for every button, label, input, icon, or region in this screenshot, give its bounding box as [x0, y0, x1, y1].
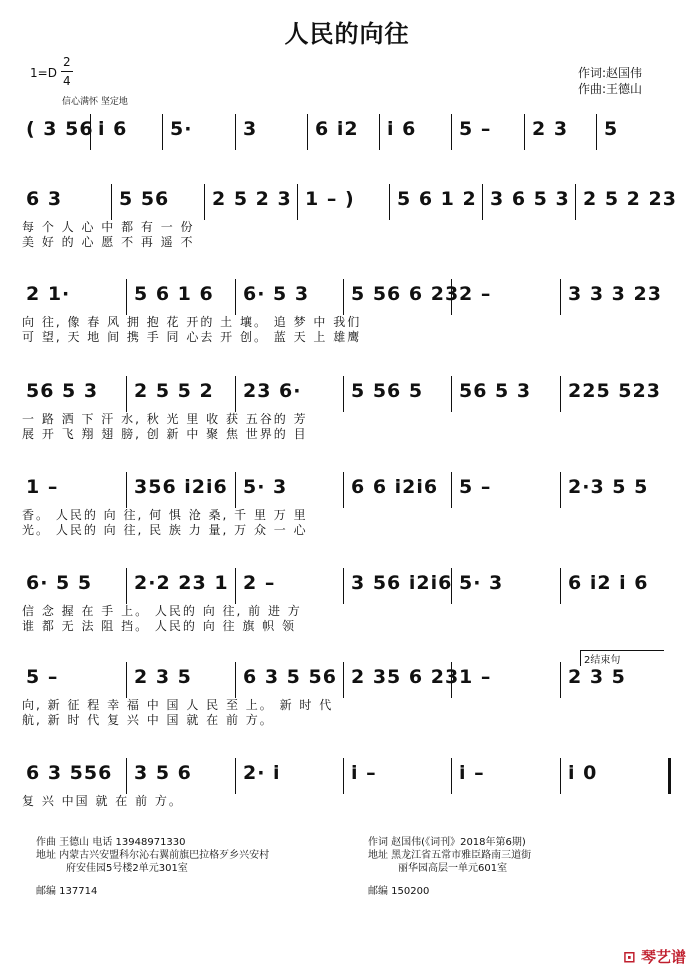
barline: [235, 376, 236, 412]
score-system-2: [18, 188, 678, 258]
measure-notes: 5 56 5: [351, 380, 424, 402]
measure-notes: 5 56: [119, 188, 170, 210]
barline: [343, 376, 344, 412]
barline: [596, 114, 597, 150]
measure-notes: 5·: [170, 118, 193, 140]
lyricist-address-cont: 丽华园高层一单元601室: [398, 863, 508, 874]
barline: [235, 662, 236, 698]
barline: [343, 662, 344, 698]
site-logo[interactable]: [623, 946, 686, 967]
measure-notes: 2 35 6 23: [351, 666, 460, 688]
measure-notes: 2 5 2 3: [212, 188, 292, 210]
score-system-5: [18, 476, 678, 546]
measure-notes: 5 56 6 23: [351, 283, 460, 305]
measure-notes: 5 6 1 2: [397, 188, 477, 210]
lyrics-verse-1: 一 路 洒 下 汗 水, 秋 光 里 收 获 五谷的 芳: [22, 412, 308, 426]
measure-notes: 3 56 i2i6: [351, 572, 453, 594]
measure-notes: 2 3 5: [134, 666, 192, 688]
lyrics-verse-2: 谁 都 无 法 阻 挡。 人民的 向 往 旗 帜 领: [22, 619, 296, 633]
score-system-8: [18, 762, 678, 832]
page-title: 人民的向往: [284, 20, 410, 48]
lyrics-verse-1: 每 个 人 心 中 都 有 一 份: [22, 220, 195, 234]
measure-notes: 356 i2i6: [134, 476, 228, 498]
footer-left: [36, 836, 269, 898]
lyrics-verse-2: 美 好 的 心 愿 不 再 遥 不: [22, 235, 195, 249]
measure-notes: 5 –: [459, 476, 492, 498]
score-system-7: [18, 655, 678, 736]
measure-notes: 2 5 2 23: [583, 188, 677, 210]
barline: [111, 184, 112, 220]
measure-notes: 1 – ): [305, 188, 355, 210]
measure-notes: i 0: [568, 762, 598, 784]
barline: [204, 184, 205, 220]
barline: [389, 184, 390, 220]
measure-notes: 2 5 5 2: [134, 380, 214, 402]
measure-notes: 6 i2 i 6: [568, 572, 649, 594]
measure-notes: 5· 3: [459, 572, 504, 594]
score-system-6: [18, 572, 678, 642]
measure-notes: 2 –: [459, 283, 492, 305]
measure-notes: 2· i: [243, 762, 281, 784]
measure-notes: 5: [604, 118, 619, 140]
score-system-3: [18, 283, 678, 353]
barline: [126, 758, 127, 794]
tempo-marking: 信心满怀 坚定地: [62, 97, 128, 107]
lyrics-verse-1: 信 念 握 在 手 上。 人民的 向 往, 前 进 方: [22, 604, 302, 618]
composer-address: 地址 内蒙古兴安盟科尔沁右翼前旗巴拉格歹乡兴安村: [36, 850, 270, 861]
measure-notes: 23 6·: [243, 380, 302, 402]
lyricist-credit: 作词:赵国伟: [578, 66, 643, 80]
measure-notes: 5 –: [459, 118, 492, 140]
measure-notes: 6 3 5 56: [243, 666, 337, 688]
measure-notes: 3: [243, 118, 258, 140]
barline: [343, 758, 344, 794]
score-system-4: [18, 380, 678, 450]
composer-postcode: 邮编 137714: [36, 886, 98, 897]
barline: [235, 114, 236, 150]
barline: [235, 472, 236, 508]
barline: [379, 114, 380, 150]
measure-notes: 2·2 23 1: [134, 572, 229, 594]
barline: [560, 472, 561, 508]
barline: [560, 662, 561, 698]
measure-notes: 5 –: [26, 666, 59, 688]
barline: [343, 279, 344, 315]
measure-notes: 5· 3: [243, 476, 288, 498]
barline: [560, 376, 561, 412]
barline: [162, 114, 163, 150]
time-denominator: 4: [63, 74, 71, 88]
barline: [126, 376, 127, 412]
barline: [343, 472, 344, 508]
lyrics-verse-1: 香。 人民的 向 往, 何 惧 沧 桑, 千 里 万 里: [22, 508, 308, 522]
barline: [343, 568, 344, 604]
measure-notes: i 6: [98, 118, 128, 140]
ending-bracket: 2结束句: [580, 650, 664, 666]
barline: [235, 568, 236, 604]
composer-address-cont: 府安佳园5号楼2单元301室: [66, 863, 188, 874]
composer-contact: 作曲 王德山 电话 13948971330: [36, 837, 186, 848]
measure-notes: 2 1·: [26, 283, 71, 305]
measure-notes: 56 5 3: [26, 380, 99, 402]
lyrics-verse-2: 可 望, 天 地 间 携 手 同 心去 开 创。 蓝 天 上 雄鹰: [22, 330, 362, 344]
measure-notes: ( 3 56: [26, 118, 94, 140]
barline: [451, 376, 452, 412]
time-divider: [61, 71, 73, 72]
barline: [482, 184, 483, 220]
lyricist-postcode: 邮编 150200: [368, 886, 430, 897]
score-system-1: [18, 118, 678, 188]
key-signature: 1=D: [30, 66, 57, 80]
measure-notes: 3 5 6: [134, 762, 192, 784]
lyricist-contact: 作词 赵国伟(《词刊》2018年第6期): [368, 837, 526, 848]
lyrics-verse-1: 向 往, 像 春 风 拥 抱 花 开的 土 壤。 追 梦 中 我们: [22, 315, 362, 329]
barline: [560, 279, 561, 315]
barline: [524, 114, 525, 150]
measure-notes: 3 6 5 3: [490, 188, 570, 210]
barline: [126, 472, 127, 508]
lyrics-verse-2: 航, 新 时 代 复 兴 中 国 就 在 前 方。: [22, 713, 274, 727]
barline: [235, 758, 236, 794]
measure-notes: 2 3 5: [568, 666, 626, 688]
measure-notes: 2 3: [532, 118, 569, 140]
measure-notes: 5 6 1 6: [134, 283, 214, 305]
barline: [668, 758, 671, 794]
measure-notes: i –: [459, 762, 485, 784]
logo-mark-icon: ⊡: [623, 948, 636, 966]
measure-notes: 6 3: [26, 188, 63, 210]
barline: [560, 758, 561, 794]
measure-notes: i 6: [387, 118, 417, 140]
barline: [307, 114, 308, 150]
barline: [126, 279, 127, 315]
measure-notes: 56 5 3: [459, 380, 532, 402]
measure-notes: 2 –: [243, 572, 276, 594]
lyrics-verse-2: 展 开 飞 翔 翅 膀, 创 新 中 聚 焦 世界的 目: [22, 427, 308, 441]
measure-notes: 6 6 i2i6: [351, 476, 439, 498]
measure-notes: 6 i2: [315, 118, 359, 140]
measure-notes: 1 –: [459, 666, 492, 688]
barline: [451, 114, 452, 150]
barline: [560, 568, 561, 604]
barline: [575, 184, 576, 220]
barline: [297, 184, 298, 220]
measure-notes: 225 523: [568, 380, 661, 402]
footer-right: [368, 836, 531, 898]
measure-notes: 2·3 5 5: [568, 476, 649, 498]
barline: [126, 662, 127, 698]
measure-notes: 3 3 3 23: [568, 283, 662, 305]
measure-notes: 6· 5 3: [243, 283, 310, 305]
measure-notes: 6· 5 5: [26, 572, 93, 594]
barline: [451, 472, 452, 508]
lyrics-verse-2: 光。 人民的 向 往, 民 族 力 量, 万 众 一 心: [22, 523, 308, 537]
lyricist-address: 地址 黑龙江省五常市雅臣路南三道街: [368, 850, 532, 861]
logo-text: 琴艺谱: [640, 948, 686, 966]
measure-notes: 6 3 556: [26, 762, 113, 784]
lyrics-verse-1: 向, 新 征 程 幸 福 中 国 人 民 至 上。 新 时 代: [22, 698, 334, 712]
time-numerator: 2: [63, 55, 71, 69]
lyrics-verse-1: 复 兴 中国 就 在 前 方。: [22, 794, 183, 808]
barline: [235, 279, 236, 315]
barline: [126, 568, 127, 604]
measure-notes: i –: [351, 762, 377, 784]
barline: [451, 758, 452, 794]
composer-credit: 作曲:王德山: [578, 82, 643, 96]
measure-notes: 1 –: [26, 476, 59, 498]
